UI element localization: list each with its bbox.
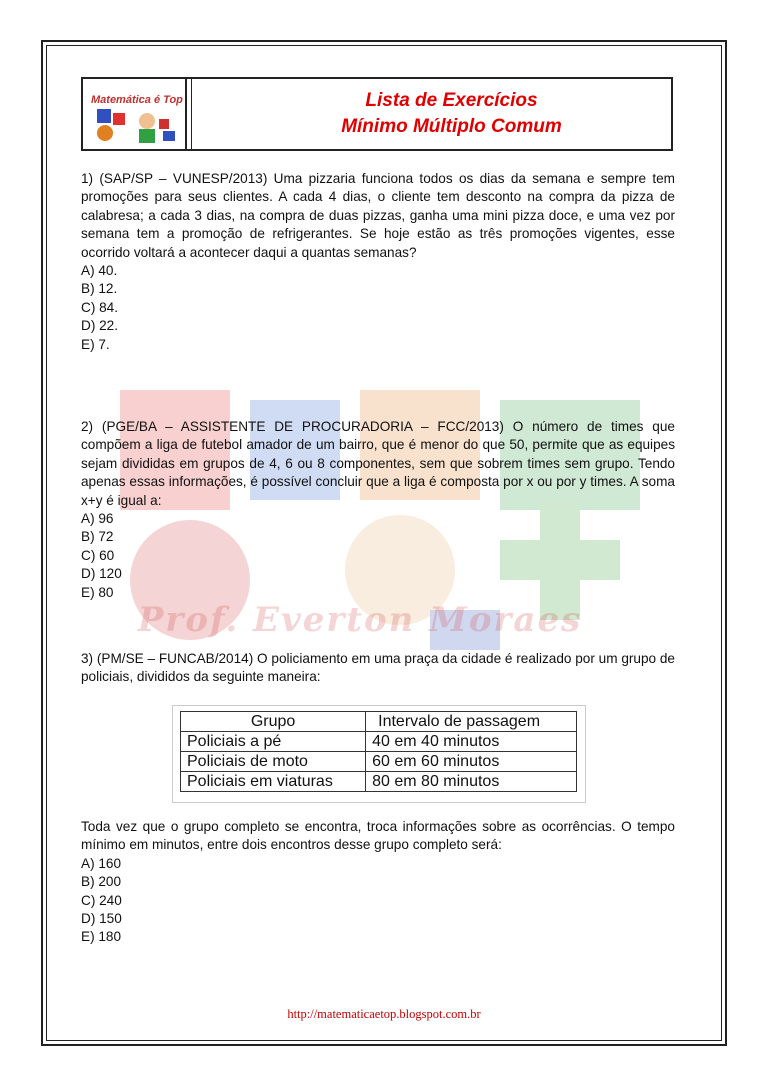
option-b: B) 200: [81, 874, 122, 890]
option-a: A) 96: [81, 511, 114, 527]
police-table: [172, 705, 586, 803]
table-row: [181, 752, 577, 772]
option-e: E) 7.: [81, 336, 110, 352]
option-c: C) 240: [81, 892, 122, 908]
option-b: B) 12.: [81, 281, 118, 297]
logo: [83, 79, 187, 149]
table-row: [181, 732, 577, 752]
option-d: D) 150: [81, 911, 122, 927]
watermark-text: Prof. Everton Moraes: [137, 600, 583, 640]
table-cell: 80 em 80 minutos: [366, 772, 577, 792]
question-text: 2) (PGE/BA – ASSISTENTE DE PROCURADORIA – FCC/2013) O número de times que compõem a liga de futebol amador de um bairro, que é menor do que 50, permite que as equipes sejam divididas em grupos de 4, 6 ou 8 componentes, sem que sobrem times sem grupo. Tendo apenas essas informações, é possível concluir que a liga é composta por x ou por y times. A soma x+y é igual a:: [81, 419, 675, 508]
option-a: A) 40.: [81, 263, 118, 279]
question-text-after: Toda vez que o grupo completo se encontra, troca informações sobre as ocorrências. O tempo mínimo em minutos, entre dois encontros desse grupo completo será:: [81, 819, 675, 853]
table-header-row: [181, 712, 577, 732]
logo-image: [83, 79, 183, 149]
table-row: [181, 772, 577, 792]
table-cell: 40 em 40 minutos: [366, 732, 577, 752]
question-1: [81, 170, 675, 354]
title-line-2: Mínimo Múltiplo Comum: [341, 116, 562, 137]
question-3: [81, 650, 675, 687]
title-line-1: Lista de Exercícios: [365, 90, 538, 111]
option-a: A) 160: [81, 855, 122, 871]
table-cell: Policiais de moto: [181, 752, 366, 772]
option-e: E) 80: [81, 584, 114, 600]
header-box: [81, 77, 673, 151]
question-text: 3) (PM/SE – FUNCAB/2014) O policiamento em uma praça da cidade é realizado por um grupo de policiais, divididos da seguinte maneira:: [81, 651, 675, 685]
footer-url[interactable]: http://matematicaetop.blogspot.com.br: [287, 1007, 481, 1021]
option-e: E) 180: [81, 929, 122, 945]
header-title: [192, 79, 671, 149]
table-header-cell: Grupo: [181, 712, 366, 732]
question-2: [81, 418, 675, 602]
option-b: B) 72: [81, 529, 114, 545]
question-3-continued: [81, 818, 675, 947]
table-cell: 60 em 60 minutos: [366, 752, 577, 772]
logo-text: Matemática é Top!: [91, 94, 183, 106]
table-header-cell: Intervalo de passagem: [366, 712, 577, 732]
option-d: D) 120: [81, 566, 122, 582]
option-d: D) 22.: [81, 318, 119, 334]
table-cell: Policiais a pé: [181, 732, 366, 752]
police-table-grid: [180, 711, 577, 792]
question-text: 1) (SAP/SP – VUNESP/2013) Uma pizzaria funciona todos os dias da semana e sempre tem promoções para seus clientes. A cada 4 dias, o cliente tem desconto na compra da pizza de calabresa; a cada 3 dias, na compra de duas pizzas, ganha uma mini pizza doce, e uma vez por semana tem a promoção de refrigerantes. Se hoje estão as três promoções vigentes, esse ocorrido voltará a acontecer daqui a quantas semanas?: [81, 171, 675, 260]
option-c: C) 84.: [81, 299, 119, 315]
option-c: C) 60: [81, 547, 115, 563]
table-cell: Policiais em viaturas: [181, 772, 366, 792]
